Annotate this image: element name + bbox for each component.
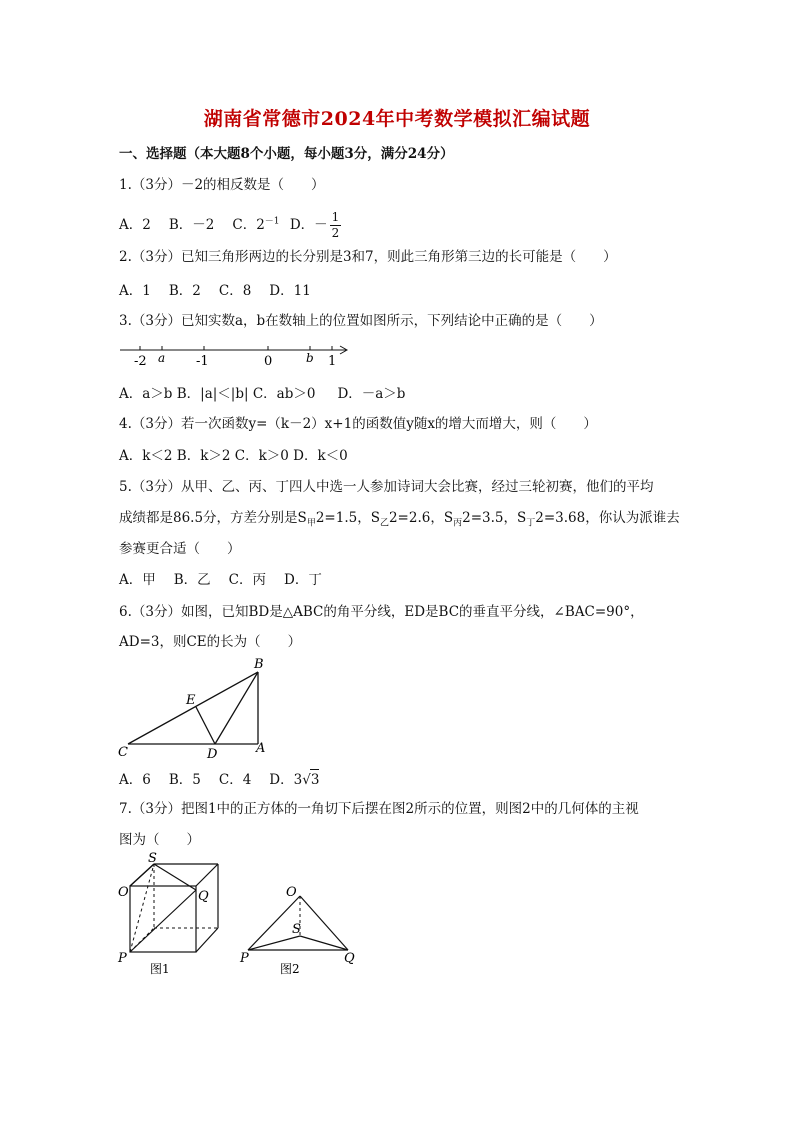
q2-option-d: D．11 [269, 283, 311, 299]
number-line-figure [118, 340, 358, 372]
question-6-options [119, 769, 319, 790]
question-1-stem: 1.（3分）－2的相反数是（ ） [119, 177, 325, 193]
cube-label-q: Q [198, 889, 209, 904]
question-4-stem: 4.（3分）若一次函数y=（k－2）x+1的函数值y随x的增大而增大，则（ ） [119, 416, 597, 432]
q1-option-a: A．2 [119, 217, 151, 233]
q6-option-c: C．4 [218, 772, 252, 788]
question-7-line-1: 7.（3分）把图1中的正方体的一角切下后摆在图2所示的位置，则图2中的几何体的主视 [119, 801, 639, 817]
q2-option-b: B．2 [168, 283, 201, 299]
question-7-line-2: 图为（ ） [119, 832, 200, 848]
q1-option-d: D．－ $\frac{1}{2}$ [289, 210, 340, 240]
q6-option-d: D．3√3 [269, 772, 319, 788]
q5-option-c: C．丙 [228, 572, 267, 588]
q6-option-b: B．5 [168, 772, 201, 788]
sqrt-icon: √ [302, 772, 311, 788]
vertex-label-a: A [256, 741, 266, 756]
question-3-stem: 3.（3分）已知实数a，b在数轴上的位置如图所示，下列结论中正确的是（ ） [119, 313, 603, 329]
vertex-label-b: B [254, 657, 264, 672]
question-5-line-1: 5.（3分）从甲、乙、丙、丁四人中选一人参加诗词大会比赛，经过三轮初赛，他们的平均 [119, 479, 654, 495]
q6-option-a: A．6 [119, 772, 151, 788]
document-title: 湖南省常德市2024年中考数学模拟汇编试题 [203, 108, 591, 130]
question-3-options [119, 384, 405, 404]
cube-label-o: O [118, 885, 129, 900]
question-2-stem: 2.（3分）已知三角形两边的长分别是3和7，则此三角形第三边的长可能是（ ） [119, 249, 617, 265]
axis-label-a: a [158, 351, 166, 365]
q1-option-b: B．－2 [168, 217, 215, 233]
solid-label-q: Q [344, 951, 355, 966]
q3-options-abc: A．a＞b B．|a|＜|b| C．ab＞0 [119, 386, 316, 402]
q3-option-d: D．－a＞b [337, 386, 406, 402]
question-2-options [119, 281, 329, 301]
question-6-line-2: AD=3，则CE的长为（ ） [119, 634, 302, 650]
question-1-options [119, 210, 341, 241]
q5-option-b: B．乙 [173, 572, 211, 588]
q5-option-a: A．甲 [119, 572, 156, 588]
axis-label-1: 1 [328, 354, 337, 369]
axis-label-b: b [306, 351, 314, 365]
axis-label-0: 0 [264, 354, 273, 369]
tetrahedron-figure-2 [236, 880, 366, 980]
axis-label-neg1: -1 [196, 354, 209, 369]
question-5-line-2: 成绩都是86.5分，方差分别是$S_甲2=1.5$，$S_乙2=2.6$，$S_丙2=3.5$，$S_丁2=3.68$，你认为派谁去 [119, 510, 680, 529]
q2-option-c: C．8 [218, 283, 252, 299]
q1-option-c: C．$2^{-1}$ [232, 216, 280, 233]
cube-label-p: P [118, 951, 127, 966]
solid-label-o: O [286, 885, 297, 900]
vertex-label-e: E [186, 693, 196, 708]
cube-label-s: S [148, 851, 157, 866]
figure-2-caption: 图2 [280, 962, 300, 976]
triangle-figure [114, 656, 274, 764]
figure-1-caption: 图1 [150, 962, 170, 976]
solid-label-p: P [240, 951, 249, 966]
question-6-line-1: 6.（3分）如图，已知BD是△ABC的角平分线，ED是BC的垂直平分线，∠BAC=90°， [119, 604, 644, 620]
question-5-line-3: 参赛更合适（ ） [119, 541, 241, 557]
question-4-options: A．k＜2 B．k＞2 C．k＞0 D．k＜0 [119, 448, 348, 464]
q5-option-d: D．丁 [284, 572, 322, 588]
q2-option-a: A．1 [119, 283, 151, 299]
axis-label-neg2: -2 [134, 354, 147, 369]
question-5-options [119, 570, 340, 590]
vertex-label-d: D [207, 747, 218, 762]
section-heading: 一、选择题（本大题8个小题，每小题3分，满分24分） [119, 146, 454, 162]
fraction-one-half: $\frac{1}{2}$ [331, 210, 340, 240]
cube-figure-1 [114, 850, 226, 980]
solid-label-s: S [292, 922, 301, 937]
vertex-label-c: C [118, 745, 128, 760]
